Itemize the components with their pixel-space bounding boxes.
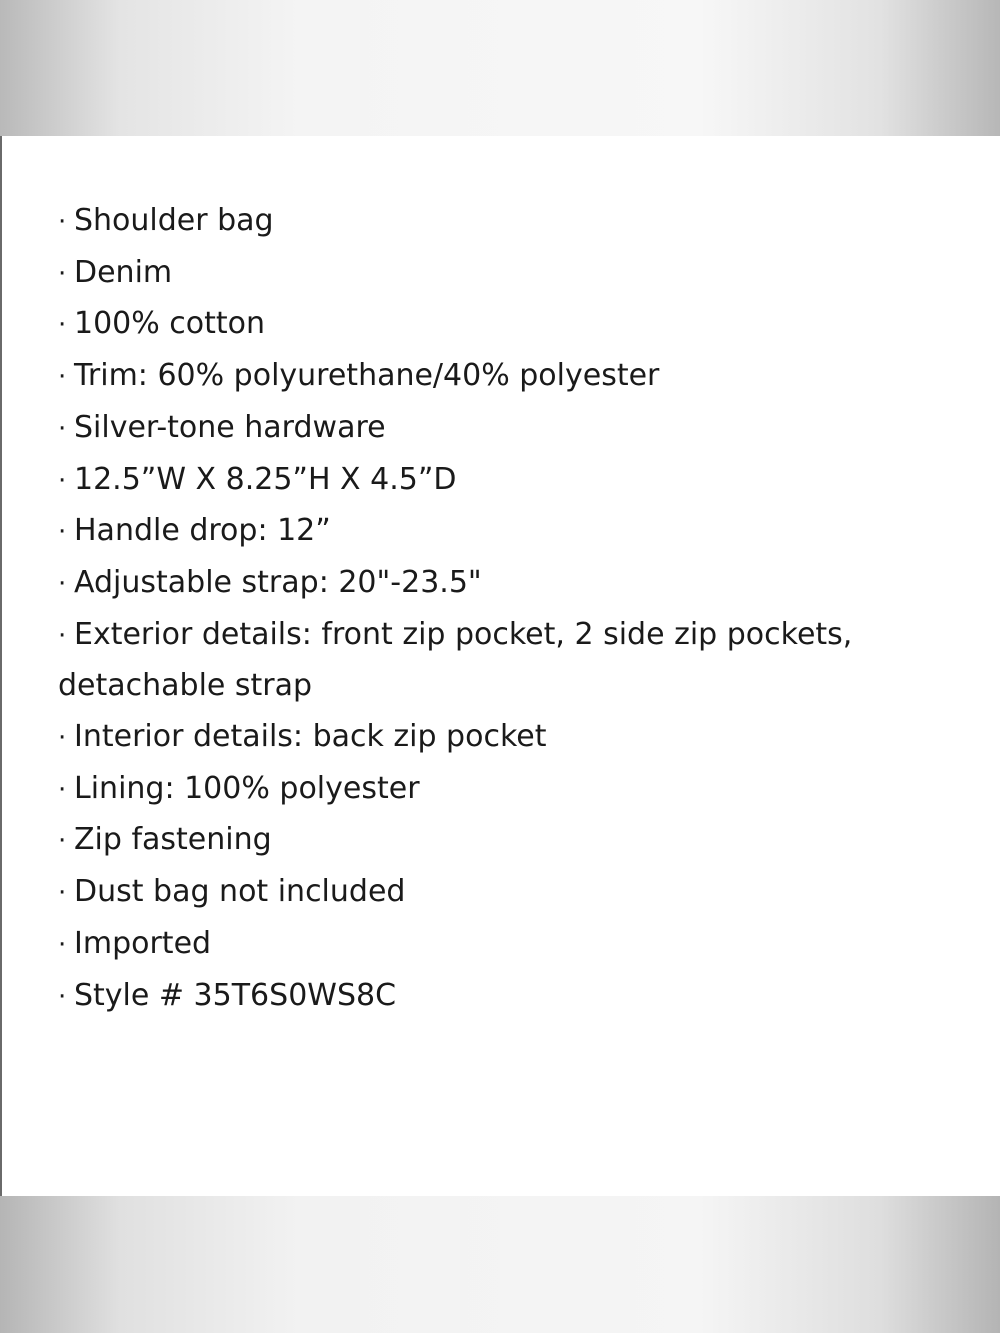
spec-text: Style # 35T6S0WS8C bbox=[74, 977, 397, 1013]
spec-item-hardware bbox=[58, 403, 958, 455]
spec-text: Zip fastening bbox=[74, 822, 272, 858]
spec-item-fastening bbox=[58, 815, 958, 867]
spec-text: Exterior details: front zip pocket, 2 side zip pockets, bbox=[74, 616, 853, 652]
bullet: · bbox=[58, 517, 67, 548]
spec-item-style bbox=[58, 971, 958, 1023]
spec-text: Adjustable strap: 20"-23.5" bbox=[74, 564, 482, 600]
bullet: · bbox=[58, 465, 67, 496]
spec-text: Dust bag not included bbox=[74, 874, 406, 910]
spec-item-handle-drop bbox=[58, 506, 958, 558]
spec-item-lining bbox=[58, 764, 958, 816]
spec-item-exterior-continued bbox=[58, 661, 958, 712]
product-spec-list bbox=[58, 196, 958, 1022]
bullet: · bbox=[58, 362, 67, 393]
spec-item-exterior bbox=[58, 610, 958, 662]
spec-item-denim bbox=[58, 248, 958, 300]
spec-item-imported bbox=[58, 919, 958, 971]
spec-text: Silver-tone hardware bbox=[74, 409, 386, 445]
spec-text: Imported bbox=[74, 925, 212, 961]
bullet: · bbox=[58, 310, 67, 341]
backdrop-bottom bbox=[0, 1196, 1000, 1333]
spec-item-dimensions bbox=[58, 455, 958, 507]
backdrop-top bbox=[0, 0, 1000, 136]
spec-item-cotton bbox=[58, 299, 958, 351]
spec-item-trim bbox=[58, 351, 958, 403]
spec-text: Interior details: back zip pocket bbox=[74, 719, 547, 755]
spec-text: Handle drop: 12” bbox=[74, 513, 331, 549]
bullet: · bbox=[58, 826, 67, 857]
spec-text: Lining: 100% polyester bbox=[74, 770, 420, 806]
spec-item-strap bbox=[58, 558, 958, 610]
bullet: · bbox=[58, 258, 67, 289]
spec-text: 100% cotton bbox=[74, 306, 266, 342]
bullet: · bbox=[58, 568, 67, 599]
bullet: · bbox=[58, 774, 67, 805]
spec-text: Shoulder bag bbox=[74, 203, 274, 238]
bullet: · bbox=[58, 981, 67, 1012]
spec-item-interior bbox=[58, 712, 958, 764]
product-details-card bbox=[0, 136, 1000, 1196]
spec-text: 12.5”W X 8.25”H X 4.5”D bbox=[74, 461, 457, 497]
bullet: · bbox=[58, 413, 67, 444]
bullet: · bbox=[58, 929, 67, 960]
bullet: · bbox=[58, 723, 67, 754]
bullet: · bbox=[58, 878, 67, 909]
spec-item-shoulder-bag bbox=[58, 196, 958, 248]
spec-text: detachable strap bbox=[58, 668, 313, 704]
spec-text: Trim: 60% polyurethane/40% polyester bbox=[74, 358, 660, 394]
bullet: · bbox=[58, 620, 67, 651]
bullet: · bbox=[58, 207, 67, 237]
spec-text: Denim bbox=[74, 254, 173, 290]
spec-item-dust-bag bbox=[58, 867, 958, 919]
